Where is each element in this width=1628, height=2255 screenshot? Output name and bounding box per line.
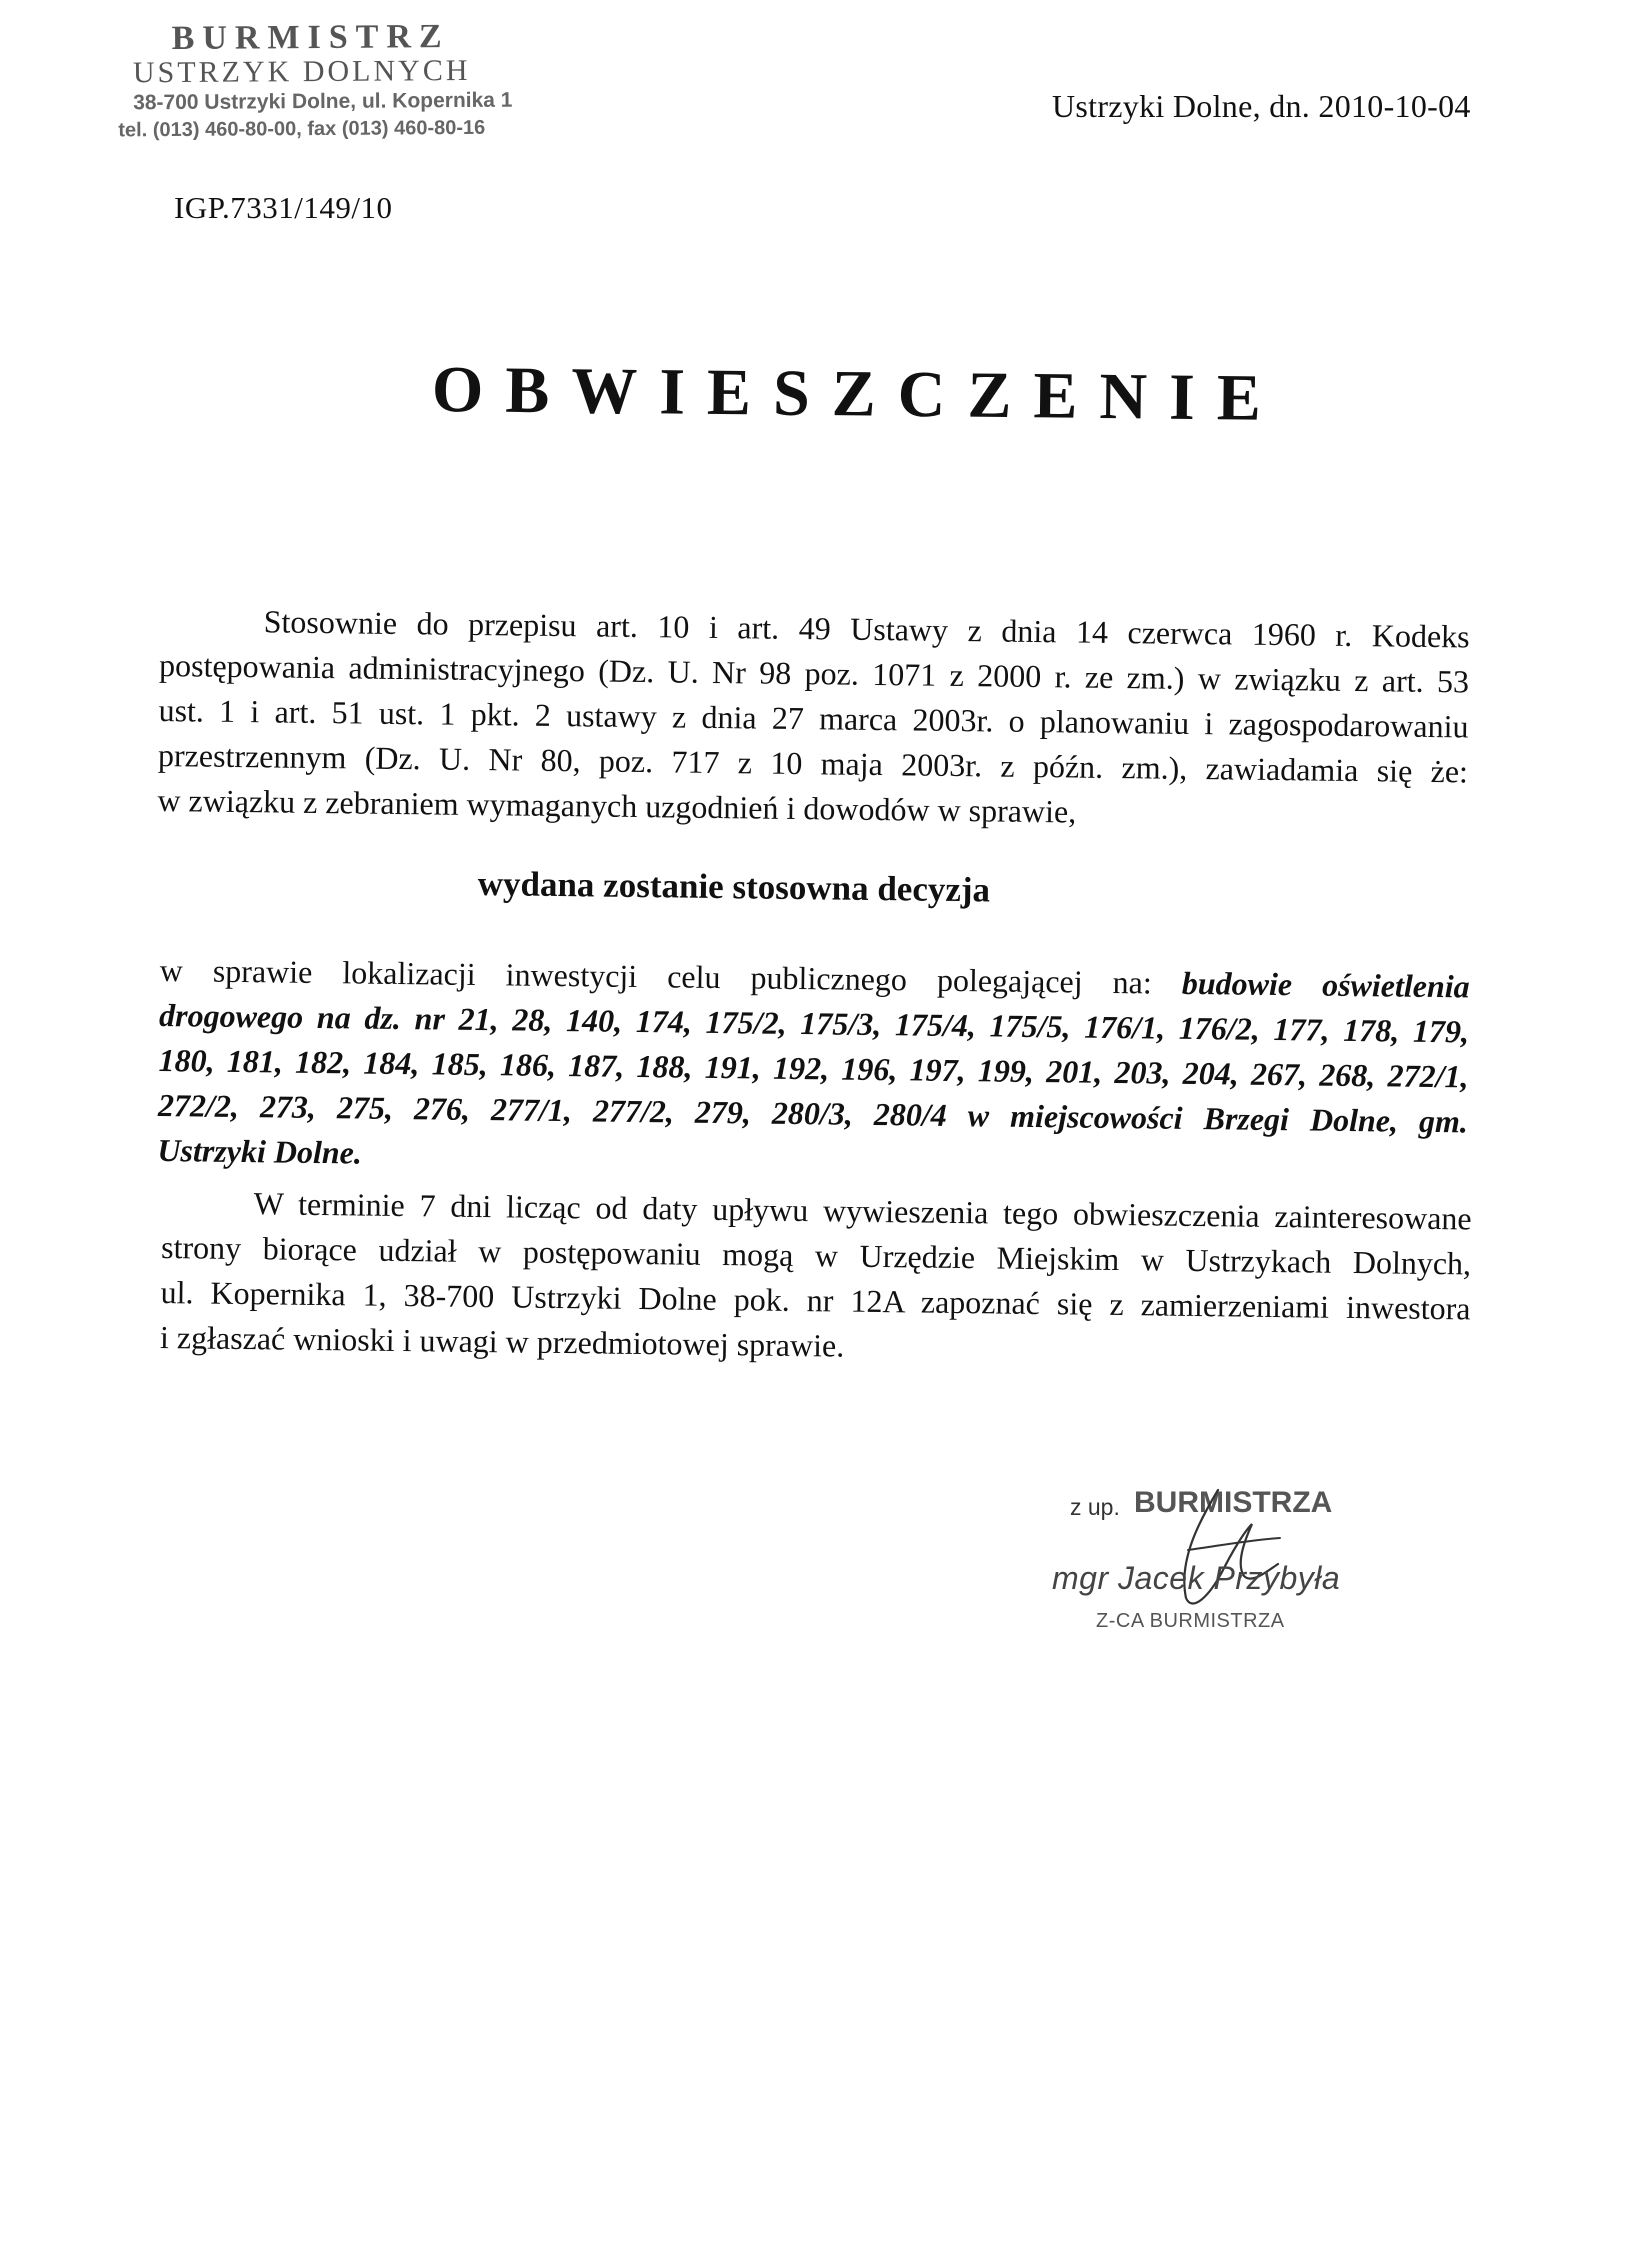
- decision-heading: wydana zostanie stosowna decyzja: [477, 864, 991, 910]
- handwritten-signature: [1148, 1480, 1288, 1620]
- paragraph-line: 272/2, 273, 275, 276, 277/1, 277/2, 279, 280/3, 280/4 w miejscowości Brzegi Dolne, gm.: [157, 1086, 1469, 1140]
- paragraph-line: i zgłaszać wnioski i uwagi w przedmiotowej sprawie.: [159, 1318, 845, 1364]
- paragraph-line: drogowego na dz. nr 21, 28, 140, 174, 175/2, 175/3, 175/4, 175/5, 176/1, 176/2, 177, 178, 179,: [158, 996, 1470, 1050]
- investment-intro: w sprawie lokalizacji inwestycji celu publicznego polegającej na:: [159, 951, 1153, 1001]
- signature-block: [1052, 1488, 1412, 1668]
- place-and-date: Ustrzyki Dolne, dn. 2010-10-04: [1052, 88, 1471, 124]
- paragraph-line: ul. Kopernika 1, 38-700 Ustrzyki Dolne pok. nr 12A zapoznać się z zamierzeniami inwestora: [160, 1273, 1471, 1327]
- signature-office: BURMISTRZA: [1134, 1486, 1333, 1519]
- paragraph-line: w związku z zebraniem wymaganych uzgodnień i dowodów w sprawie,: [157, 781, 1077, 830]
- stamp-title: BURMISTRZ: [171, 18, 450, 58]
- paragraph-line: przestrzennym (Dz. U. Nr 80, poz. 717 z 10 maja 2003r. z późn. zm.), zawiadamia się że:: [157, 736, 1469, 790]
- investment-paragraph: [157, 948, 1470, 1189]
- investment-name: budowie oświetlenia: [1181, 964, 1470, 1005]
- paragraph-line: Ustrzyki Dolne.: [157, 1131, 363, 1171]
- paragraph-line: 180, 181, 182, 184, 185, 186, 187, 188, 191, 192, 196, 197, 199, 201, 203, 204, 267, 268, 272/1,: [158, 1041, 1469, 1095]
- paragraph-line: ust. 1 i art. 51 ust. 1 pkt. 2 ustawy z dnia 27 marca 2003r. o planowaniu i zagospodarowaniu: [158, 691, 1469, 745]
- signature-prefix: z up.: [1070, 1494, 1120, 1520]
- signatory-role: Z-CA BURMISTRZA: [1096, 1610, 1285, 1632]
- paragraph-line: postępowania administracyjnego (Dz. U. Nr 98 poz. 1071 z 2000 r. ze zm.) w związku z art. 53: [158, 646, 1470, 700]
- paragraph-line: W terminie 7 dni licząc od daty upływu wywieszenia tego obwieszczenia zainteresowane: [253, 1185, 1472, 1237]
- stamp-address: 38-700 Ustrzyki Dolne, ul. Kopernika 1: [133, 88, 513, 115]
- deadline-paragraph: [160, 1180, 1472, 1376]
- reference-number: IGP.7331/149/10: [174, 190, 393, 225]
- document-title: OBWIESZCZENIE: [431, 353, 1284, 435]
- office-stamp: [118, 19, 519, 144]
- stamp-town: USTRZYK DOLNYCH: [132, 53, 471, 90]
- signatory-name: mgr Jacek Przybyła: [1052, 1560, 1341, 1596]
- paragraph-line: strony biorące udział w postępowaniu mogą w Urzędzie Miejskim w Ustrzykach Dolnych,: [160, 1228, 1472, 1282]
- paragraph-line: Stosownie do przepisu art. 10 i art. 49 Ustawy z dnia 14 czerwca 1960 r. Kodeks: [263, 603, 1470, 655]
- legal-basis-paragraph: [157, 598, 1470, 839]
- stamp-phone: tel. (013) 460-80-00, fax (013) 460-80-16: [118, 116, 486, 142]
